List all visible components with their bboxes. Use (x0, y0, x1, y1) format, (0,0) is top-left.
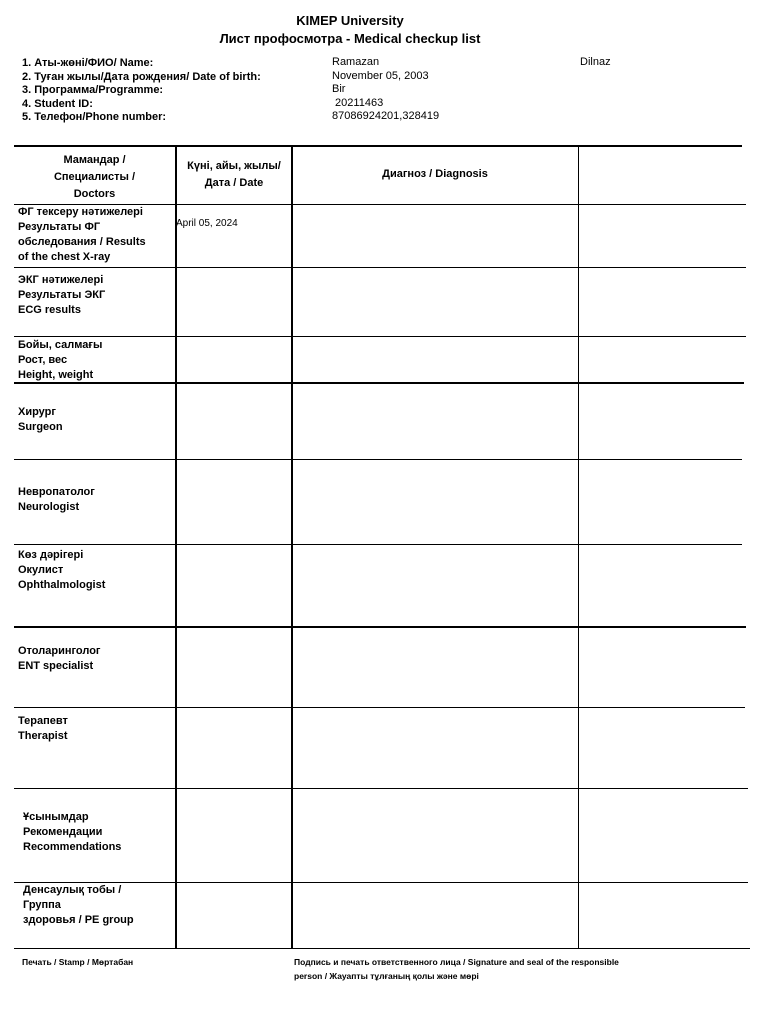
row-label-chest-xray: ФГ тексеру нәтижелері Результаты ФГ обследования / Results of the chest X-ray (18, 206, 146, 263)
row-divider (14, 267, 746, 268)
column-divider (578, 146, 579, 949)
row-divider (14, 707, 745, 708)
programme-value: Bir (332, 83, 346, 95)
column-header-diagnosis: Диагноз / Diagnosis (382, 168, 488, 180)
row-date-chest-xray: April 05, 2024 (176, 218, 238, 229)
table-bottom-border (14, 948, 750, 949)
row-label-neurologist: Невропатолог Neurologist (18, 486, 95, 513)
university-title: KIMEP University (296, 13, 404, 28)
dob-value: November 05, 2003 (332, 70, 429, 82)
row-label-recommendations: Ұсынымдар Рекомендации Recommendations (23, 811, 122, 853)
dob-label: 2. Туған жылы/Дата рождения/ Date of birth: (22, 71, 261, 83)
row-divider (14, 626, 746, 628)
row-label-ecg: ЭКГ нәтижелері Результаты ЭКГ ECG results (18, 274, 106, 316)
row-divider (14, 544, 742, 545)
column-divider (175, 146, 177, 949)
row-label-pe-group: Денсаулық тобы / Группа здоровья / PE group (23, 884, 134, 926)
signature-label: Подпись и печать ответственного лица / Signature and seal of the responsible person / Жауапты тұлғаның қолы және мөрі (294, 957, 619, 981)
name-extra-value: Dilnaz (580, 56, 611, 68)
column-header-specialists: Мамандар / Специалисты / Doctors (53, 154, 136, 200)
row-label-height-weight: Бойы, салмағы Рост, вес Height, weight (18, 339, 103, 381)
phone-label: 5. Телефон/Phone number: (22, 111, 167, 123)
student-id-value: 20211463 (332, 97, 384, 109)
name-label: 1. Аты-жөні/ФИО/ Name: (22, 57, 154, 69)
stamp-label: Печать / Stamp / Мөртабан (22, 957, 134, 967)
row-label-ophthalmologist: Көз дәрігері Окулист Ophthalmologist (18, 549, 106, 591)
phone-value: 87086924201,328419 (332, 110, 440, 122)
row-label-ent: Отоларинголог ENT specialist (18, 645, 101, 672)
name-value: Ramazan (332, 56, 380, 68)
programme-label: 3. Программа/Programme: (22, 84, 164, 96)
row-label-therapist: Терапевт Therapist (18, 715, 68, 742)
row-divider (14, 336, 746, 337)
row-divider (14, 788, 748, 789)
student-id-label: 4. Student ID: (22, 98, 93, 110)
column-header-date: Күні, айы, жылы/ Дата / Date (187, 160, 281, 189)
table-top-border (14, 145, 742, 147)
form-title: Лист профосмотра - Medical checkup list (219, 31, 481, 46)
row-label-surgeon: Хирург Surgeon (18, 406, 63, 433)
column-divider (291, 146, 293, 949)
row-divider (14, 459, 742, 460)
